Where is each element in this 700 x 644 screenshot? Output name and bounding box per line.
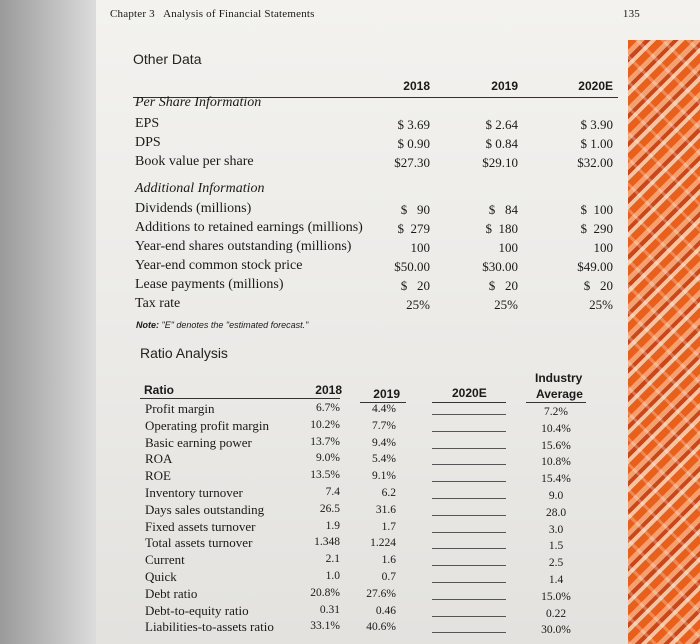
ratio-label: Basic earning power [145, 434, 252, 450]
ratio-2020e-blank [432, 565, 506, 566]
ratio-col-2019: 2019 [373, 387, 400, 401]
ratio-label: ROA [145, 451, 173, 467]
ratio-value-2019: 1.224 [370, 537, 396, 550]
additional-info-value: 25% [406, 297, 430, 312]
ratio-value-2019: 31.6 [375, 503, 396, 516]
ratio-label: Debt ratio [145, 585, 198, 601]
industry-header-2: Average [536, 387, 583, 401]
additional-info-label: Year-end shares outstanding (millions) [135, 239, 352, 254]
ratio-value-2018: 1.0 [325, 570, 340, 582]
ratio-2020e-blank [432, 548, 506, 549]
per-share-value: $32.00 [577, 155, 613, 170]
ratio-2020e-blank [432, 414, 506, 415]
ratio-2020e-blank [432, 448, 506, 449]
ratio-label: Operating profit margin [145, 417, 269, 433]
additional-info-label: Dividends (millions) [135, 201, 252, 216]
additional-info-label: Lease payments (millions) [135, 277, 284, 292]
ratio-2020e-blank [432, 498, 506, 499]
additional-info-label: Tax rate [135, 296, 181, 311]
industry-average-value: 15.6% [541, 439, 571, 452]
ratio-value-2018: 20.8% [310, 586, 340, 599]
ratio-value-2018: 26.5 [319, 502, 340, 515]
per-share-value: $ 0.84 [485, 136, 518, 151]
industry-average-value: 1.5 [548, 540, 564, 553]
ratio-2020e-blank [432, 515, 506, 516]
industry-average-value: 15.4% [541, 473, 571, 486]
per-share-value: $ 3.90 [580, 117, 613, 132]
per-share-label: DPS [135, 135, 161, 150]
ratio-label: Profit margin [145, 401, 215, 416]
ratio-label: ROE [145, 468, 171, 484]
ratio-col-2018: 2018 [315, 383, 342, 397]
per-share-value: $27.30 [394, 155, 430, 170]
ratio-2020e-blank [432, 464, 506, 465]
industry-average-value: 3.0 [548, 523, 564, 536]
ratio-value-2018: 7.4 [325, 486, 340, 498]
ratio-header-rule-1 [140, 398, 340, 399]
industry-header-1: Industry [535, 371, 583, 385]
ratio-label: Current [145, 552, 185, 568]
ratio-analysis-title: Ratio Analysis [140, 345, 228, 361]
page-number: 135 [622, 8, 640, 20]
ratio-2020e-blank [432, 532, 506, 533]
additional-info-value: $ 20 [583, 278, 613, 293]
additional-info-value: 25% [494, 297, 518, 312]
ratio-value-2019: 9.1% [372, 470, 396, 483]
industry-average-value: 9.0 [548, 490, 564, 502]
ratio-value-2019: 6.2 [381, 487, 396, 499]
ratio-value-2018: 13.5% [310, 469, 340, 482]
additional-info-value: $ 180 [485, 221, 518, 236]
industry-average-value: 2.5 [548, 557, 564, 570]
ratio-value-2018: 6.7% [316, 402, 340, 414]
ratio-col-2020e: 2020E [452, 386, 487, 400]
chapter-label: Chapter 3 [110, 8, 155, 20]
additional-info-value: 100 [593, 240, 613, 255]
ratio-value-2018: 1.348 [314, 536, 340, 549]
additional-info-value: $49.00 [577, 259, 613, 274]
ratio-value-2019: 0.7 [381, 571, 396, 583]
industry-average-value: 0.22 [545, 607, 567, 620]
ratio-value-2018: 0.31 [319, 603, 340, 616]
ratio-label: Liabilities-to-assets ratio [145, 619, 274, 635]
ratio-label: Total assets turnover [145, 535, 253, 551]
ratio-value-2019: 5.4% [372, 453, 396, 466]
ratio-value-2018: 1.9 [325, 519, 340, 532]
ratio-value-2018: 9.0% [316, 452, 340, 465]
page-edge-shadow [0, 0, 96, 644]
ratio-value-2019: 40.6% [366, 621, 396, 634]
col-ratio: Ratio [144, 383, 174, 397]
ratio-2020e-blank [432, 632, 506, 633]
additional-info-value: $ 84 [488, 202, 518, 217]
ratio-value-2019: 9.4% [372, 436, 396, 449]
ratio-label: Inventory turnover [145, 485, 243, 500]
additional-info-value: $ 20 [488, 278, 518, 293]
ratio-2020e-blank [432, 582, 506, 583]
ratio-value-2018: 13.7% [310, 435, 340, 448]
additional-info-value: 100 [410, 240, 430, 255]
additional-info-value: $ 290 [580, 221, 613, 236]
ratio-value-2019: 1.7 [381, 520, 396, 533]
per-share-value: $ 1.00 [580, 136, 613, 151]
ratio-label: Days sales outstanding [145, 501, 265, 517]
ratio-value-2018: 33.1% [310, 620, 340, 633]
additional-info-value: $50.00 [394, 259, 430, 274]
per-share-value: $29.10 [482, 155, 518, 170]
per-share-value: $ 0.90 [397, 136, 430, 151]
ratio-value-2019: 4.4% [372, 403, 396, 415]
additional-info-label: Year-end common stock price [135, 258, 303, 273]
col-2020e: 2020E [578, 79, 613, 93]
chapter-title: Analysis of Financial Statements [163, 8, 315, 20]
industry-average-value: 15.0% [541, 590, 571, 603]
per-share-label: Book value per share [135, 154, 254, 169]
per-share-value: $ 2.64 [485, 117, 518, 132]
per-share-heading: Per Share Information [135, 95, 262, 110]
col-2019: 2019 [491, 79, 518, 93]
ratio-label: Debt-to-equity ratio [145, 602, 249, 618]
ratio-header-rule-4 [526, 402, 586, 403]
ratio-2020e-blank [432, 599, 506, 600]
ratio-value-2018: 2.1 [325, 553, 340, 566]
additional-info-value: $30.00 [482, 259, 518, 274]
ratio-label: Quick [145, 569, 177, 584]
ratio-value-2018: 10.2% [310, 418, 340, 431]
ratio-value-2019: 27.6% [366, 587, 396, 600]
industry-average-value: 28.0 [545, 506, 567, 519]
industry-average-value: 1.4 [548, 574, 564, 586]
industry-average-value: 10.8% [541, 456, 571, 469]
industry-average-value: 10.4% [541, 422, 571, 435]
per-share-value: $ 3.69 [397, 117, 430, 132]
per-share-label: EPS [135, 116, 160, 131]
additional-info-value: $ 279 [397, 221, 430, 236]
other-data-title: Other Data [133, 51, 202, 67]
ratio-value-2019: 7.7% [372, 419, 396, 432]
industry-average-value: 30.0% [541, 624, 571, 637]
ratio-2020e-blank [432, 481, 506, 482]
ratio-2020e-blank [432, 431, 506, 432]
ratio-header-rule-3 [432, 402, 506, 403]
additional-info-value: $ 20 [400, 278, 430, 293]
ratio-value-2019: 1.6 [381, 554, 396, 567]
additional-info-value: 25% [589, 297, 613, 312]
ratio-value-2019: 0.46 [375, 604, 396, 617]
additional-info-label: Additions to retained earnings (millions) [135, 220, 363, 235]
forecast-note: Note: "E" denotes the "estimated forecast." [136, 320, 309, 330]
industry-average-value: 7.2% [544, 406, 568, 418]
additional-info-heading: Additional Information [135, 181, 265, 196]
additional-info-value: 100 [498, 240, 518, 255]
ratio-label: Fixed assets turnover [145, 518, 256, 534]
additional-info-value: $ 100 [580, 202, 613, 217]
ratio-2020e-blank [432, 616, 506, 617]
additional-info-value: $ 90 [400, 202, 430, 217]
col-2018: 2018 [403, 79, 430, 93]
